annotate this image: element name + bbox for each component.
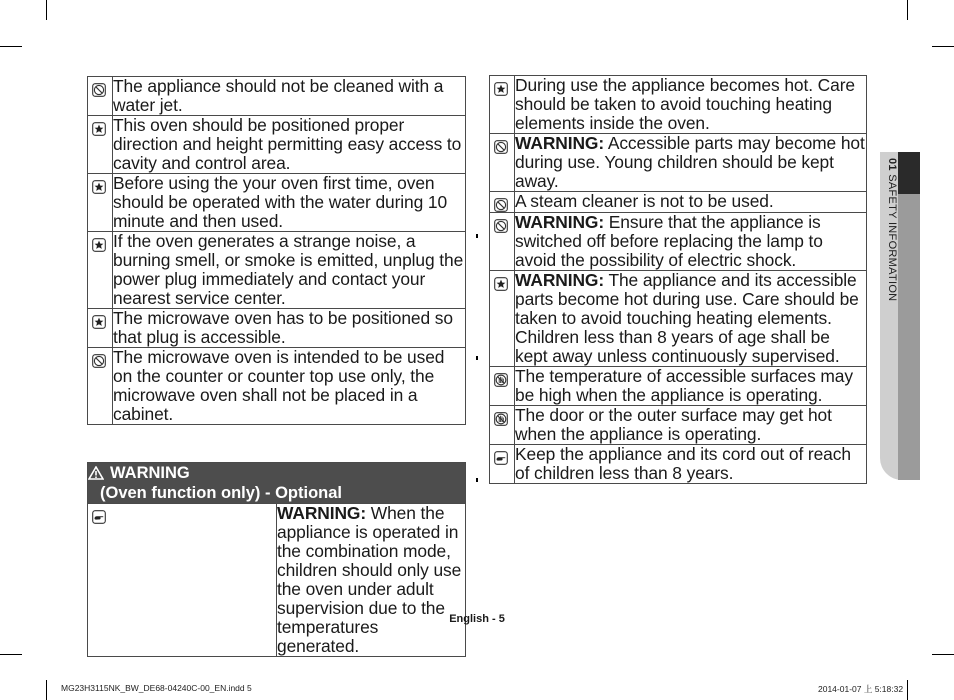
row-icon-cell <box>88 174 113 232</box>
warning-heading <box>88 463 466 504</box>
row-text <box>515 367 867 406</box>
row-text <box>113 232 466 309</box>
row-text-body: The appliance should not be cleaned with a water jet. <box>113 76 444 115</box>
safety-row <box>88 174 466 232</box>
warning-row <box>88 504 466 657</box>
no-icon <box>494 140 508 154</box>
row-text <box>515 134 867 192</box>
safety-row <box>88 348 466 425</box>
crop-mark <box>932 654 954 655</box>
row-text-body: During use the appliance becomes hot. Care should be taken to avoid touching heating elements inside the oven. <box>515 75 855 133</box>
row-icon-cell <box>88 309 113 348</box>
warning-label: WARNING: <box>515 212 605 232</box>
safety-row <box>490 192 867 213</box>
row-text <box>113 174 466 232</box>
safety-row <box>490 134 867 192</box>
row-text-body: The temperature of accessible surfaces may be high when the appliance is operating. <box>515 366 853 405</box>
safety-row <box>88 116 466 174</box>
row-icon-cell <box>490 213 515 271</box>
row-icon-cell <box>490 76 515 134</box>
crop-mark <box>46 0 47 20</box>
warning-subtitle: (Oven function only) - Optional <box>100 484 342 502</box>
warning-label: WARNING: <box>515 270 605 290</box>
crop-mark <box>46 680 47 700</box>
row-text-body: This oven should be positioned proper direction and height permitting easy access to cavity and control area. <box>113 115 462 173</box>
safety-row <box>490 406 867 445</box>
star-icon <box>92 238 106 252</box>
star-icon <box>494 277 508 291</box>
safety-row <box>88 309 466 348</box>
crop-mark <box>932 46 954 47</box>
crop-mark <box>0 46 22 47</box>
safety-row <box>490 213 867 271</box>
star-icon <box>92 180 106 194</box>
warning-row-text <box>277 504 466 657</box>
hand-icon-cell <box>88 504 277 657</box>
file-slug: MG23H3115NK_BW_DE68-04240C-00_EN.indd 5 <box>61 683 252 693</box>
center-mark <box>476 356 478 360</box>
safety-row <box>88 232 466 309</box>
no-touch-icon <box>494 412 508 426</box>
row-icon-cell <box>490 445 515 484</box>
no-icon <box>494 219 508 233</box>
hand-icon <box>92 510 106 524</box>
row-text <box>113 309 466 348</box>
row-icon-cell <box>88 232 113 309</box>
row-text <box>113 77 466 116</box>
page-number: English - 5 <box>449 613 505 625</box>
hand-icon <box>494 451 508 465</box>
row-icon-cell <box>490 367 515 406</box>
row-text-extra: Children less than 8 years of age shall be kept away unless continuously supervised. <box>515 327 840 366</box>
date-slug: 2014-01-07 上 5:18:32 <box>818 684 904 694</box>
right-safety-table <box>489 75 867 484</box>
row-text-body: Accessible parts may become hot during use. Young children should be kept away. <box>515 133 865 191</box>
row-text <box>515 213 867 271</box>
star-icon <box>494 82 508 96</box>
safety-row <box>490 271 867 367</box>
row-icon-cell <box>490 192 515 213</box>
safety-row <box>490 367 867 406</box>
star-icon <box>92 315 106 329</box>
crop-mark <box>0 654 22 655</box>
row-text-body: The microwave oven is intended to be used on the counter or counter top use only, the microwave oven shall not be placed in a cabinet. <box>113 347 445 424</box>
warning-text: When the appliance is operated in the combination mode, children should only use the oven under adult supervision due to the temperatures generated. <box>277 503 462 656</box>
row-text-body: The microwave oven has to be positioned so that plug is accessible. <box>113 308 453 347</box>
warning-label: WARNING: <box>515 133 605 153</box>
row-text <box>113 116 466 174</box>
safety-row <box>490 445 867 484</box>
row-text-body: A steam cleaner is not to be used. <box>515 191 774 211</box>
star-icon <box>92 122 106 136</box>
row-icon-cell <box>490 271 515 367</box>
row-text-body: The door or the outer surface may get hot when the appliance is operating. <box>515 405 832 444</box>
center-mark <box>476 234 478 238</box>
section-tab-bar <box>898 194 920 480</box>
row-text-body: Keep the appliance and its cord out of reach of children less than 8 years. <box>515 444 851 483</box>
no-icon <box>92 83 106 97</box>
row-text-body: If the oven generates a strange noise, a burning smell, or smoke is emitted, unplug the power plug immediately and contact your nearest service center. <box>113 231 464 308</box>
left-safety-table <box>87 76 466 425</box>
row-icon-cell <box>490 134 515 192</box>
section-label <box>878 158 898 318</box>
no-touch-icon <box>494 373 508 387</box>
crop-mark <box>907 680 908 700</box>
row-icon-cell <box>490 406 515 445</box>
row-icon-cell <box>88 348 113 425</box>
row-icon-cell <box>88 116 113 174</box>
row-icon-cell <box>88 77 113 116</box>
safety-row <box>490 76 867 134</box>
no-icon <box>494 198 508 212</box>
section-tab-marker <box>898 152 920 194</box>
row-text <box>515 192 867 213</box>
no-icon <box>92 354 106 368</box>
section-number: 01 <box>886 158 898 171</box>
row-text <box>515 445 867 484</box>
row-text <box>515 406 867 445</box>
crop-mark <box>907 0 908 20</box>
section-title: SAFETY INFORMATION <box>886 174 898 302</box>
warning-box <box>87 462 466 657</box>
row-text <box>113 348 466 425</box>
row-text-body: The appliance and its accessible parts become hot during use. Care should be taken to avoid touching heating elements. <box>515 270 859 328</box>
center-mark <box>476 478 478 482</box>
safety-row <box>88 77 466 116</box>
row-text <box>515 76 867 134</box>
row-text-body: Ensure that the appliance is switched off before replacing the lamp to avoid the possibility of electric shock. <box>515 212 823 270</box>
warning-label: WARNING: <box>277 503 367 523</box>
warning-title: WARNING <box>110 464 190 482</box>
row-text-body: Before using the your oven first time, oven should be operated with the water during 10 minute and then used. <box>113 173 448 231</box>
warning-triangle-icon <box>88 466 104 480</box>
row-text <box>515 271 867 367</box>
